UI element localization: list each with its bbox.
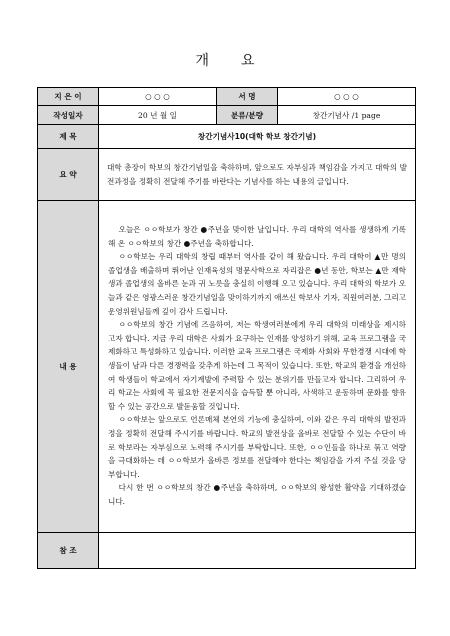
title-char-2: 요 [241,53,255,69]
author-label: 지 은 이 [38,88,99,106]
author-value: ○ ○ ○ [99,88,217,106]
category-value: 창간기념사 /1 page [278,106,416,125]
content-label: 내 용 [38,201,99,533]
summary-form-table [37,87,416,569]
row-reference [38,533,416,569]
content-paragraph: ㅇㅇ학보는 우리 대학의 창립 때부터 역사를 같이 해 왔습니다. 우리 대학이 ▲만 명의 졸업생을 배출하며 뛰어난 인재육성의 명문사학으로 자리잡은 ●년 동안, 학보는 ▲만 재학생과 졸업생의 올바른 눈과 귀 노릇을 충실히 이행해 오고 있습니다. 우리 대학의 학보가 오늘과 같은 영광스러운 창간기념일을 맞이하기까지 애쓰신 학보사 기자, 직원여러분, 그리고 운영위원님들께 깊이 감사 드립니다. [108,252,406,316]
row-content [38,201,416,533]
row-subject [38,125,416,149]
row-date [38,106,416,125]
reference-label: 참 조 [38,533,99,569]
signature-label: 서 명 [217,88,278,106]
reference-value [99,533,416,569]
summary-label: 요 약 [38,149,99,201]
category-label: 분류/분량 [217,106,278,125]
row-author [38,88,416,106]
content-paragraph: ㅇㅇ학보의 창간 기념에 즈음하여, 저는 학생여러분에게 우리 대학의 미래상을 제시하고자 합니다. 지금 우리 대학은 사회가 요구하는 인재를 양성하기 위해, 교육 프로그램을 국제화하고 특성화하고 있습니다. 이러한 교육 프로그램은 국제화 사회와 무한경쟁 시대에 학생들이 남과 다른 경쟁력을 갖추게 하는데 그 목적이 있습니다. 또한, 학교의 환경을 개선하여 학생들이 학교에서 자기계발에 주력할 수 있는 분위기를 만들고자 합니다. 그리하여 우리 학교는 사회에 꼭 필요한 전문지식을 습득할 뿐 아니라, 사색하고 운동하며 문화를 향유할 수 있는 공간으로 발돋움할 것입니다. [108,320,406,411]
date-value: 20 년 월 일 [99,106,217,125]
document-title [0,50,450,70]
row-summary [38,149,416,201]
content-body [99,201,416,533]
date-label: 작성일자 [38,106,99,125]
subject-label: 제 목 [38,125,99,149]
content-paragraph: ㅇㅇ학보는 앞으로도 언론매체 본연의 기능에 충실하여, 이와 같은 우리 대학의 발전과정을 정확히 전달해 주시기를 바랍니다. 학교의 발전상을 올바로 전달할 수 있는 수단이 바로 학보라는 자부심으로 노력해 주시기를 부탁합니다. 또한, ㅇㅇ인들을 하나로 묶고 역량을 극대화하는 데 ㅇㅇ학보가 올바른 정보를 전달해야 한다는 책임감을 가져 주실 것을 당부합니다. [108,415,406,479]
subject-value: 창간기념사10(대학 학보 창간기념) [99,125,416,149]
title-char-1: 개 [195,53,209,69]
content-paragraph: 오늘은 ㅇㅇ학보가 창간 ●주년을 맞이한 날입니다. 우리 대학의 역사를 생생하게 기록해 온 ㅇㅇ학보의 창간 ●주년을 축하합니다. [108,225,406,248]
summary-text: 대학 총장이 학보의 창간기념일을 축하하며, 앞으로도 자부심과 책임감을 가지고 대학의 발전과정을 정확히 전달해 주기를 바란다는 기념사를 하는 내용의 글입니다. [99,149,416,201]
signature-value: ○ ○ ○ [278,88,416,106]
content-paragraph: 다시 한 번 ㅇㅇ학보의 창간 ●주년을 축하하며, ㅇㅇ학보의 왕성한 활약을 기대하겠습니다. [108,483,406,506]
